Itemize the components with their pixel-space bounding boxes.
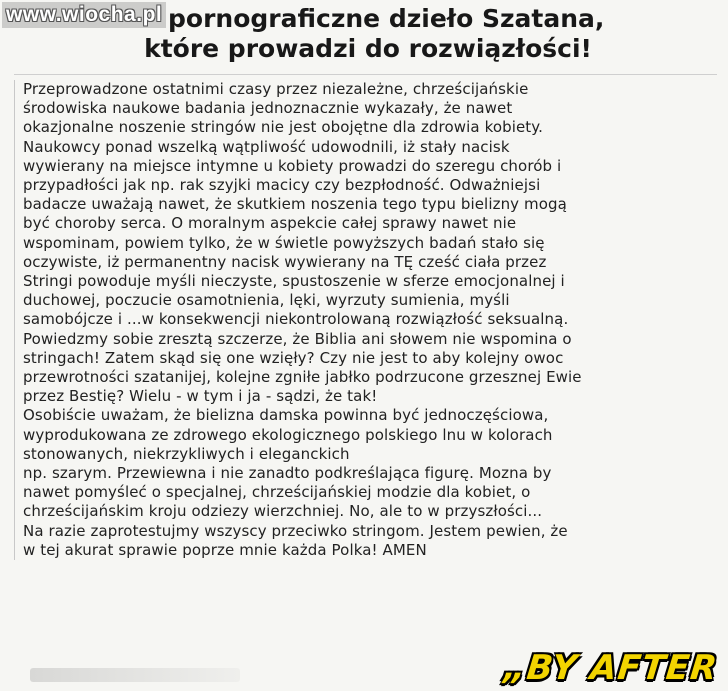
article-line: być choroby serca. O moralnym aspekcie całej sprawy nawet nie <box>23 214 517 233</box>
article-line: przez Bestię? Wielu - w tym i ja - sądzi, że tak! <box>23 387 378 406</box>
article-body <box>14 80 728 560</box>
headline-line-1: pornograficzne dzieło Szatana, <box>168 4 605 33</box>
article-line: samobójcze i ...w konsekwencji niekontrolowaną rozwiązłość seksualną. <box>23 310 569 329</box>
article-line: Naukowcy ponad wszelką wątpliwość udowodnili, iż stały nacisk <box>23 137 510 156</box>
article-line: przypadłości jak np. rak szyjki macicy czy bezpłodność. Odważniejsi <box>23 176 541 195</box>
article-line: Przeprowadzone ostatnimi czasy przez niezależne, chrześcijańskie <box>23 80 529 98</box>
site-watermark: www.wiocha.pl <box>2 2 166 28</box>
article-line: duchowej, poczucie osamotnienia, lęki, wyrzuty sumienia, myśli <box>23 291 510 310</box>
headline-line-2: które prowadzi do rozwiązłości! <box>144 34 592 63</box>
article-line: np. szarym. Przewiewna i nie zanadto podkreślająca figurę. Mozna by <box>23 464 552 483</box>
by-after-signature: „BY AFTER <box>502 648 721 688</box>
article-line: Stringi powoduje myśli nieczyste, spustoszenie w sferze emocjonalnej i <box>23 272 565 291</box>
blurred-footer-text <box>30 668 240 682</box>
headline-divider <box>14 74 717 75</box>
article-line: Na razie zaprotestujmy wszyscy przeciwko stringom. Jestem pewien, że <box>23 521 568 540</box>
article-line: badacze uważają nawet, że skutkiem noszenia tego typu bielizny mogą <box>23 195 567 214</box>
article-line: Osobiście uważam, że bielizna damska powinna być jednoczęściowa, <box>23 406 549 425</box>
article-line: stonowanych, niekrzykliwych i eleganckich <box>23 444 350 463</box>
article-line: chrześcijańskim kroju odziezy wierzchniej. No, ale to w przyszłości... <box>23 502 543 521</box>
article-line: wywierany na miejsce intymne u kobiety prowadzi do szeregu chorób i <box>23 156 562 175</box>
article-line: wyprodukowana ze zdrowego ekologicznego polskiego lnu w kolorach <box>23 425 553 444</box>
article-line: Powiedzmy sobie zresztą szczerze, że Biblia ani słowem nie wspomina o <box>23 329 572 348</box>
article-line: nawet pomyśleć o specjalnej, chrześcijańskiej modzie dla kobiet, o <box>23 483 531 502</box>
article-line: środowiska naukowe badania jednoznacznie wykazały, że nawet <box>23 99 513 118</box>
article-line: w tej akurat sprawie poprze mnie każda Polka! AMEN <box>23 540 427 559</box>
article-line: okazjonalne noszenie stringów nie jest obojętne dla zdrowia kobiety. <box>23 118 544 137</box>
article-line: stringach! Zatem skąd się one wzięły? Czy nie jest to aby kolejny owoc <box>23 348 564 367</box>
article-line: oczywiste, iż permanentny nacisk wywierany na TĘ cześć ciała przez <box>23 252 547 271</box>
article-line: wspominam, powiem tylko, że w świetle powyższych badań stało się <box>23 233 545 252</box>
article-line: przewrotności szatanijej, kolejne zgniłe jabłko podrzucone grzesznej Ewie <box>23 368 582 387</box>
